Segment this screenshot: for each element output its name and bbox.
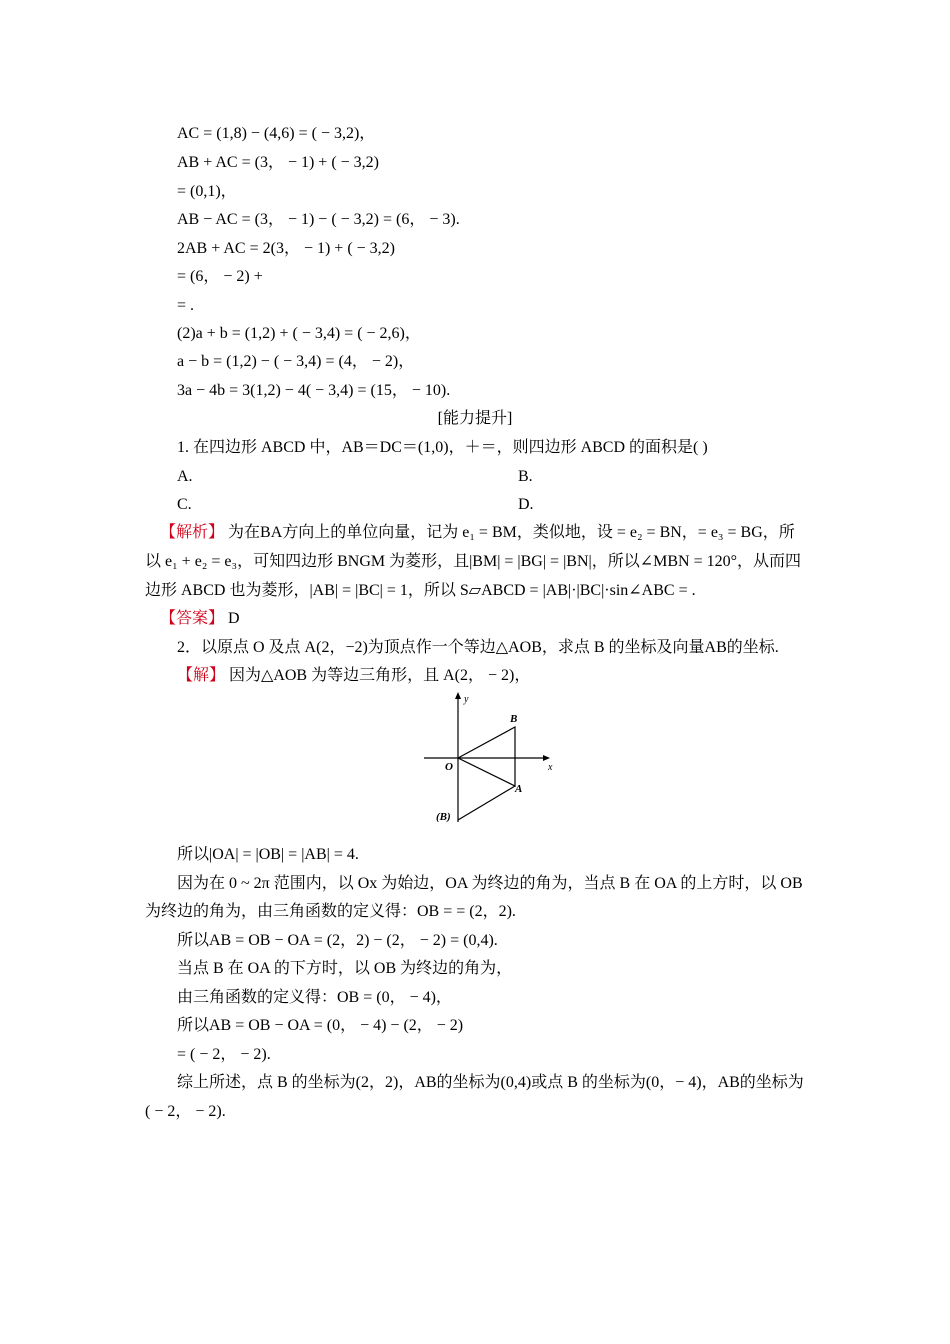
analysis-text: 为在BA方向上的单位向量，记为 e₁ = BM，类似地，设 = e₂ = BN，= e₃ = BG，所 — [224, 524, 795, 541]
option-a: A. — [177, 468, 193, 485]
text-line: 由三角函数的定义得：OB = (0， − 4)， — [177, 989, 452, 1006]
option-c: C. — [177, 496, 192, 513]
text-line: 为终边的角为，由三角函数的定义得：OB = = (2，2). — [145, 903, 516, 920]
triangle-aob — [458, 727, 515, 786]
option-d: D. — [518, 496, 534, 513]
y-axis-arrow — [455, 692, 461, 699]
text-line: AC = (1,8) − (4,6) = ( − 3,2)， — [177, 125, 376, 142]
question-2: 2．以原点 O 及点 A(2，−2)为顶点作一个等边△AOB，求点 B 的坐标及向量AB的坐标. — [177, 639, 779, 656]
text-line: AB + AC = (3， − 1) + ( − 3,2) — [177, 154, 380, 171]
label-y: y — [464, 694, 469, 705]
text-line: 因为在 0 ~ 2π 范围内，以 Ox 为始边，OA 为终边的角为，当点 B 在 OA 的上方时，以 OB — [177, 875, 803, 892]
label-o: O — [445, 761, 453, 773]
text-line: 以 e₁ + e₂ = e₃，可知四边形 BNGM 为菱形，且|BM| = |BG| = |BN|，所以∠MBN = 120°，从而四 — [145, 553, 801, 570]
solution-tag: 【解】 — [177, 667, 226, 684]
text-line: 当点 B 在 OA 的下方时，以 OB 为终边的角为， — [177, 960, 513, 977]
text-line: 所以AB = OB − OA = (2，2) − (2， − 2) = (0,4). — [177, 932, 498, 949]
text-line: a − b = (1,2) − ( − 3,4) = (4， − 2)， — [177, 353, 415, 370]
option-b: B. — [518, 468, 533, 485]
question-1: 1. 在四边形 ABCD 中，AB＝DC＝(1,0)，＋＝，则四边形 ABCD 的面积是( ) — [177, 439, 708, 456]
answer-tag: 【答案】 — [160, 610, 225, 627]
text-line: 3a − 4b = 3(1,2) − 4( − 3,4) = (15， − 10). — [177, 382, 451, 399]
analysis-tag: 【解析】 — [160, 524, 225, 541]
text-line: (2)a + b = (1,2) + ( − 3,4) = ( − 2,6)， — [177, 325, 421, 342]
text-line: = (0,1)， — [177, 183, 237, 200]
solution-line — [177, 665, 530, 687]
text-line: AB − AC = (3， − 1) − ( − 3,2) = (6， − 3). — [177, 211, 460, 228]
text-line: = ( − 2， − 2). — [177, 1046, 271, 1063]
text-line: 所以AB = OB − OA = (0， − 4) − (2， − 2) — [177, 1017, 464, 1034]
text-line: = . — [177, 297, 195, 314]
coordinate-figure — [420, 690, 570, 830]
label-a: A — [515, 783, 523, 795]
text-line: 2AB + AC = 2(3， − 1) + ( − 3,2) — [177, 240, 396, 257]
label-b: B — [510, 713, 518, 725]
answer-line — [160, 608, 240, 630]
text-line: 所以|OA| = |OB| = |AB| = 4. — [177, 846, 359, 863]
text-line: ( − 2， − 2). — [145, 1103, 226, 1120]
text-line: = (6， − 2) + — [177, 268, 263, 285]
label-x: x — [548, 762, 553, 773]
answer-text: D — [224, 610, 240, 627]
label-b-lower: (B) — [436, 811, 451, 823]
section-heading: [能力提升] — [437, 410, 513, 427]
analysis-line — [160, 522, 795, 544]
text-line: 综上所述，点 B 的坐标为(2，2)，AB的坐标为(0,4)或点 B 的坐标为(0，− 4)，AB的坐标为 — [177, 1074, 804, 1091]
segment-ab-lower — [458, 786, 515, 820]
x-axis-arrow — [543, 755, 550, 761]
text-line: 边形 ABCD 也为菱形，|AB| = |BC| = 1，所以 S▱ABCD = |AB|·|BC|·sin∠ABC = . — [145, 582, 696, 599]
solution-text: 因为△AOB 为等边三角形，且 A(2， − 2)， — [225, 667, 531, 684]
